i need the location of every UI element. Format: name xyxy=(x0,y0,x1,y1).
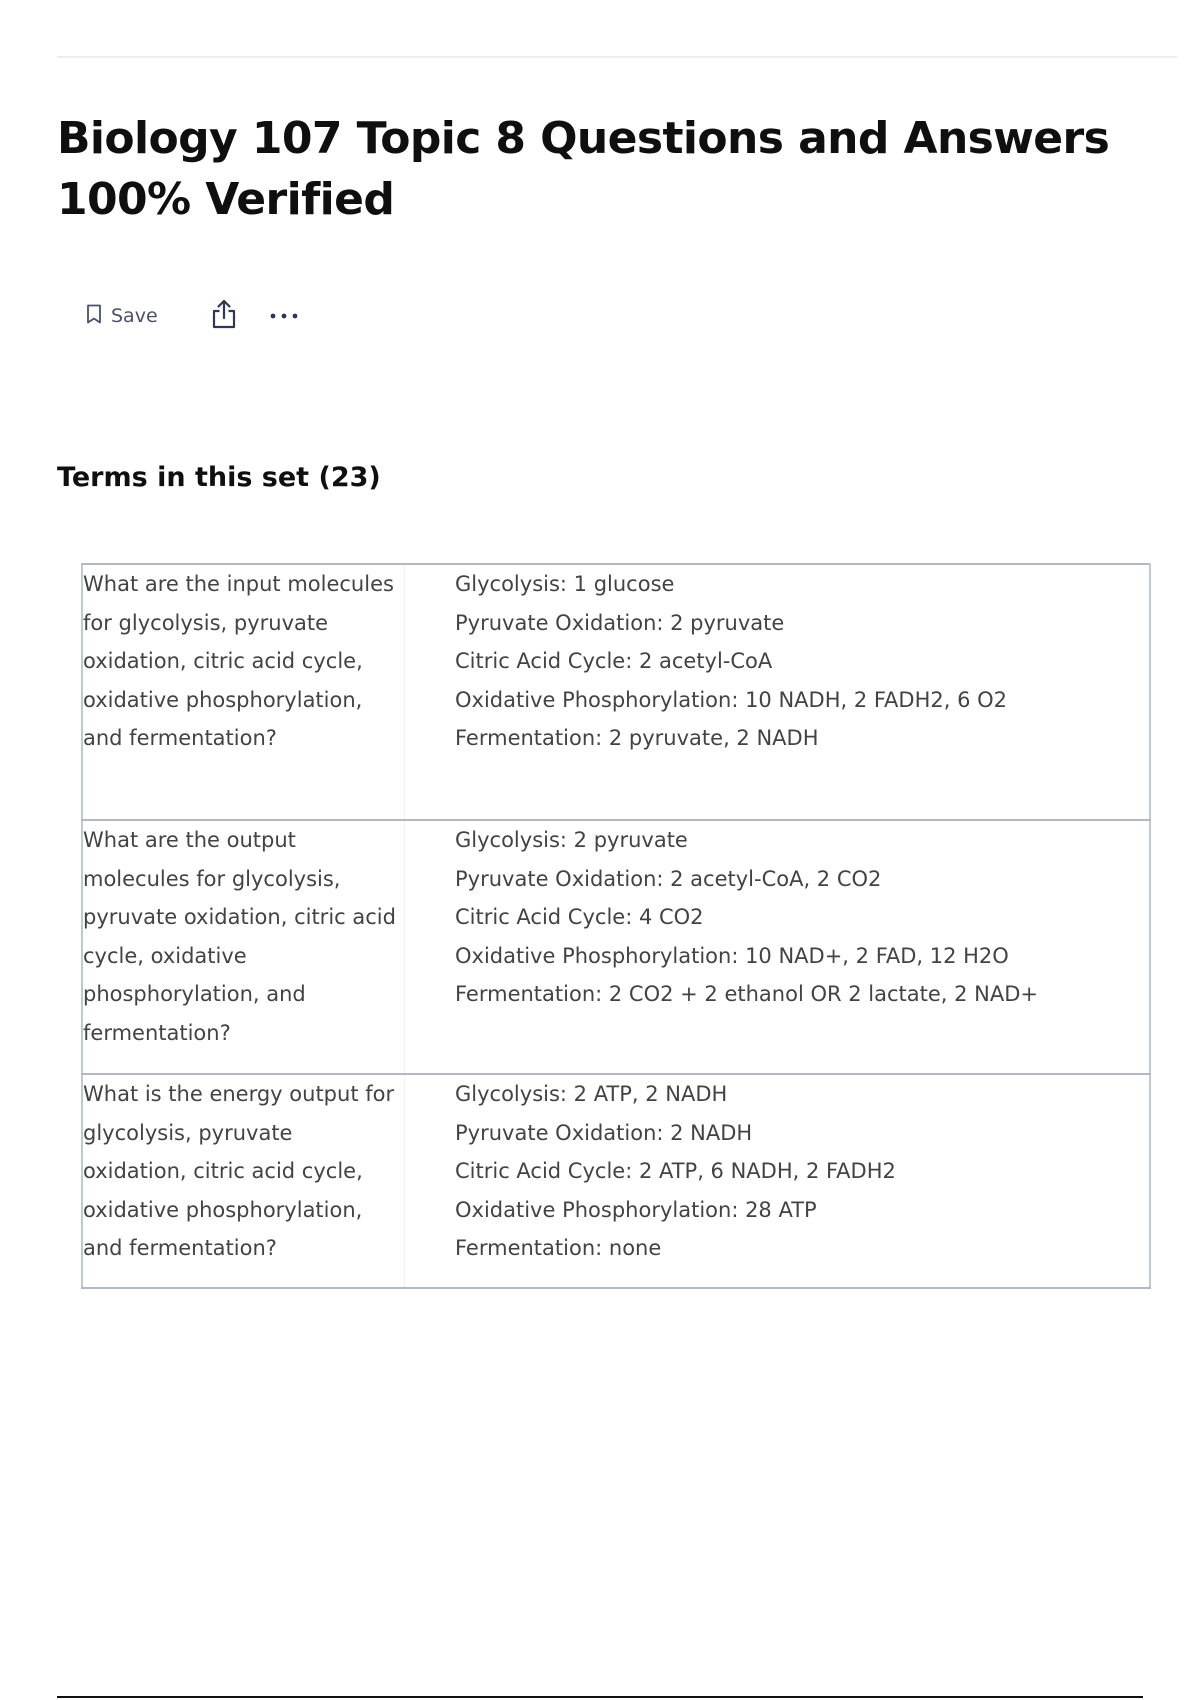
definition-line: Glycolysis: 2 ATP, 2 NADH xyxy=(455,1082,728,1106)
definition-line: Pyruvate Oxidation: 2 pyruvate xyxy=(455,610,785,635)
terms-heading: Terms in this set (23) xyxy=(57,462,381,493)
definition-line: Oxidative Phosphorylation: 28 ATP xyxy=(455,1197,817,1222)
page-title: Biology 107 Topic 8 Questions and Answers 100% Verified xyxy=(57,113,1110,225)
top-divider xyxy=(57,56,1177,58)
bottom-divider xyxy=(57,1696,1143,1698)
share-icon xyxy=(210,298,238,335)
term-row xyxy=(82,820,1150,1074)
term-text: What is the energy output for glycolysis, pyruvate oxidation, citric acid cycle, oxidative phosphorylation, and fermentation? xyxy=(82,1074,405,1288)
bookmark-icon xyxy=(86,304,102,329)
definition-cell xyxy=(405,564,1151,820)
definition-line: Glycolysis: 2 pyruvate xyxy=(455,828,688,852)
share-button[interactable] xyxy=(210,298,238,335)
definition-line: Pyruvate Oxidation: 2 NADH xyxy=(455,1120,753,1145)
definition-line: Glycolysis: 1 glucose xyxy=(455,572,675,596)
more-options-button[interactable] xyxy=(268,307,300,325)
more-horizontal-icon xyxy=(268,307,300,325)
definition-cell xyxy=(405,1074,1151,1288)
term-text: What are the input molecules for glycolysis, pyruvate oxidation, citric acid cycle, oxidative phosphorylation, and fermentation? xyxy=(82,564,405,820)
definition-cell xyxy=(405,820,1151,1074)
definition-line: Fermentation: 2 CO2 + 2 ethanol OR 2 lactate, 2 NAD+ xyxy=(455,982,1039,1006)
definition-line: Pyruvate Oxidation: 2 acetyl-CoA, 2 CO2 xyxy=(455,866,882,891)
definition-line: Fermentation: 2 pyruvate, 2 NADH xyxy=(455,726,819,750)
definition-line: Citric Acid Cycle: 4 CO2 xyxy=(455,905,704,929)
definition-line: Oxidative Phosphorylation: 10 NADH, 2 FADH2, 6 O2 xyxy=(455,687,1008,712)
save-label: Save xyxy=(111,305,158,327)
definition-line: Citric Acid Cycle: 2 ATP, 6 NADH, 2 FADH2 xyxy=(455,1159,896,1183)
terms-table xyxy=(81,563,1151,1289)
definition-line: Fermentation: none xyxy=(455,1236,662,1260)
term-row xyxy=(82,1074,1150,1288)
definition-line: Citric Acid Cycle: 2 acetyl-CoA xyxy=(455,649,773,673)
save-button[interactable] xyxy=(86,304,158,329)
action-bar xyxy=(86,298,300,334)
definition-line: Oxidative Phosphorylation: 10 NAD+, 2 FAD, 12 H2O xyxy=(455,943,1009,968)
term-row xyxy=(82,564,1150,820)
term-text: What are the output molecules for glycolysis, pyruvate oxidation, citric acid cycle, oxidative phosphorylation, and fermentation? xyxy=(82,820,405,1074)
